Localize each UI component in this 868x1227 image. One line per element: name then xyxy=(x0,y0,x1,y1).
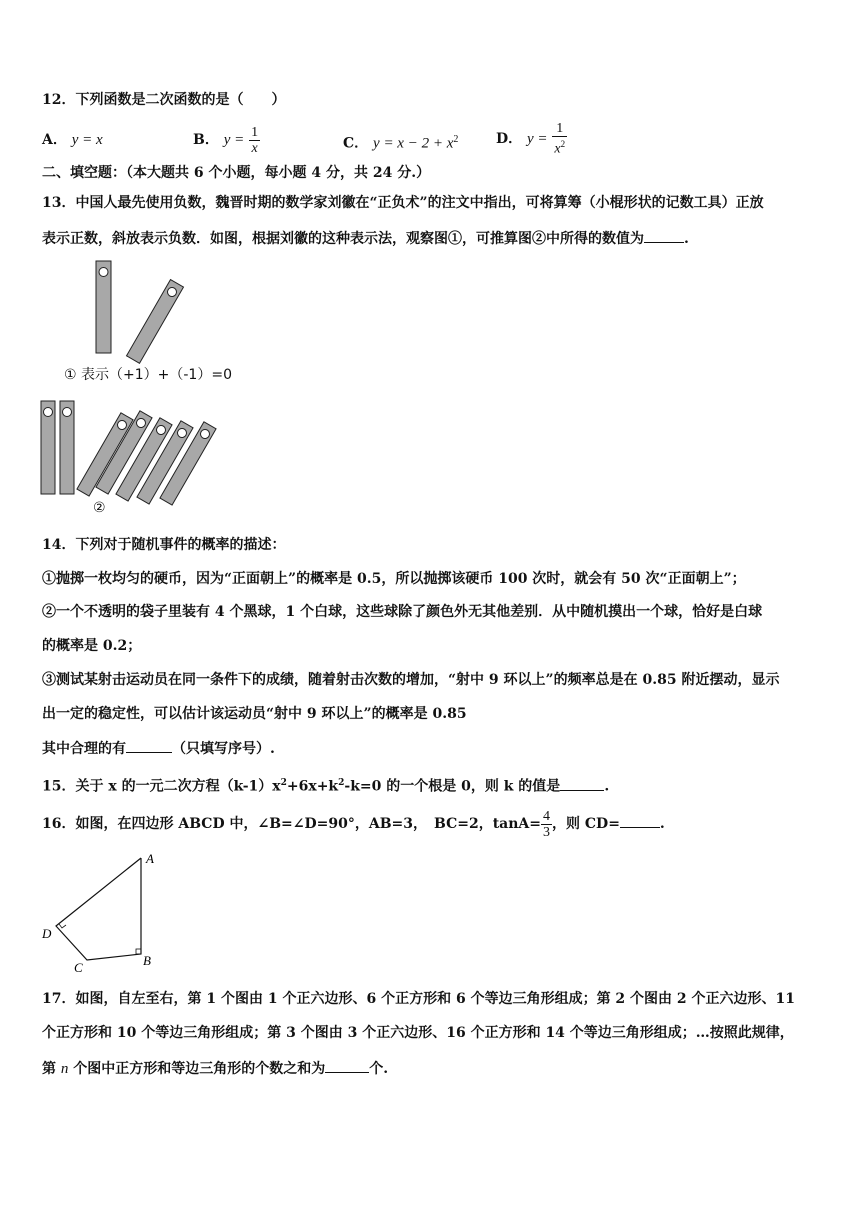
quadrilateral-abcd-figure xyxy=(41,851,154,975)
q13-line2-text: 表示正数，斜放表示负数．如图，根据刘徽的这种表示法，观察图①，可推算图②中所得的数值为 xyxy=(42,231,644,247)
vertex-label-b: B xyxy=(143,953,151,968)
q12-option-d-num: 1 xyxy=(552,121,567,137)
rod-circle xyxy=(44,408,53,417)
q16-frac-num: 4 xyxy=(543,808,551,824)
rod-slanted xyxy=(127,280,184,364)
q16-answer-blank[interactable] xyxy=(620,813,660,828)
vertex-label-a: A xyxy=(146,851,154,866)
q15-line xyxy=(42,773,609,797)
q16-tan-fraction xyxy=(541,809,552,840)
q12-option-b-den: x xyxy=(251,140,258,156)
fig1-caption xyxy=(64,364,232,384)
q17-line3 xyxy=(42,1058,388,1079)
q17-line3-a: 第 xyxy=(42,1061,61,1077)
q15-answer-blank[interactable] xyxy=(560,776,604,791)
q12-option-c-expr: y = x − 2 + x xyxy=(373,135,454,152)
q16-text-a: 16．如图，在四边形 ABCD 中，∠B=∠D=90°，AB=3， BC=2，tanA= xyxy=(42,816,542,832)
section2-heading: 二、填空题：（本大题共 6 个小题，每小题 4 分，共 24 分.） xyxy=(42,165,431,181)
vertex-label-c: C xyxy=(74,960,83,975)
q12-option-a-label: A． xyxy=(42,132,67,148)
q17-line3-end: 个. xyxy=(369,1061,389,1077)
q12-option-d-den-x: x xyxy=(554,141,561,157)
q16-frac-den: 3 xyxy=(543,824,551,840)
q14-tail-b: （只填写序号）. xyxy=(172,741,275,757)
q14-item2b: 的概率是 0.2； xyxy=(42,638,142,654)
q14-item1: ①抛掷一枚均匀的硬币，因为“正面朝上”的概率是 0.5，所以抛掷该硬币 100 次时，就会有 50 次“正面朝上”； xyxy=(42,571,746,587)
fig1-caption-num: ① xyxy=(64,367,77,383)
q15-sup1: 2 xyxy=(280,778,287,788)
q12-option-b-left: y = xyxy=(223,132,245,148)
q15-sup2: 2 xyxy=(338,778,345,788)
q12-option-c-label: C． xyxy=(343,135,369,152)
q12-option-d-den-sup: 2 xyxy=(560,139,566,150)
fig1-caption-text: 表示（+1）+（-1）=0 xyxy=(81,367,232,383)
q15-text-b: +6x+k xyxy=(286,778,339,795)
rod-circle xyxy=(99,268,108,277)
rod-circle xyxy=(63,408,72,417)
q14-item3b: 出一定的稳定性，可以估计该运动员“射中 9 环以上”的概率是 0.85 xyxy=(42,706,467,722)
q12-stem: 12．下列函数是二次函数的是（ ） xyxy=(42,92,286,108)
q17-var-n: n xyxy=(60,1061,69,1077)
q15-text-a: 15．关于 x 的一元二次方程（k-1）x xyxy=(42,778,281,795)
q14-tail-a: 其中合理的有 xyxy=(42,741,126,757)
q17-line1: 17．如图，自左至右，第 1 个图由 1 个正六边形、6 个正方形和 6 个等边三角形组成；第 2 个图由 2 个正六边形、11 xyxy=(42,991,796,1007)
q16-text-b: ，则 CD= xyxy=(552,816,620,832)
q17-line2: 个正方形和 10 个等边三角形组成；第 3 个图由 3 个正六边形、16 个正方形和 14 个等边三角形组成；…按照此规律， xyxy=(42,1025,794,1041)
q12-option-b-num: 1 xyxy=(251,124,259,140)
q12-option-a-expr: y = x xyxy=(71,132,103,148)
q15-end: . xyxy=(604,778,610,795)
q14-line1: 14．下列对于随机事件的概率的描述： xyxy=(42,537,286,553)
q12-option-d-left: y = xyxy=(527,131,548,147)
q14-item3a: ③测试某射击运动员在同一条件下的成绩，随着射击次数的增加，“射中 9 环以上”的频率总是在 0.85 附近摆动，显示 xyxy=(42,672,780,688)
q14-answer-blank[interactable] xyxy=(126,738,172,753)
q12-option-d-label: D． xyxy=(496,131,523,147)
q12-option-c-sup: 2 xyxy=(453,134,459,145)
q12-option-b-label: B． xyxy=(193,132,219,148)
q13-line2-end: . xyxy=(684,231,689,247)
q13-line1: 13．中国人最先使用负数，魏晋时期的数学家刘徽在“正负术”的注文中指出，可将算筹（小棍形状的记数工具）正放 xyxy=(42,195,764,211)
fig2-caption: ② xyxy=(93,500,106,516)
q14-item2a: ②一个不透明的袋子里装有 4 个黑球，1 个白球，这些球除了颜色外无其他差别．从中随机摸出一个球，恰好是白球 xyxy=(42,604,763,620)
q16-line xyxy=(42,804,665,844)
q17-line3-b: 个图中正方形和等边三角形的个数之和为 xyxy=(68,1061,326,1077)
q16-end: . xyxy=(659,816,665,832)
q15-text-c: -k=0 的一个根是 0，则 k 的值是 xyxy=(344,778,561,795)
q17-answer-blank[interactable] xyxy=(325,1058,369,1073)
vertex-label-d: D xyxy=(42,926,52,941)
q14-tail xyxy=(42,738,275,759)
